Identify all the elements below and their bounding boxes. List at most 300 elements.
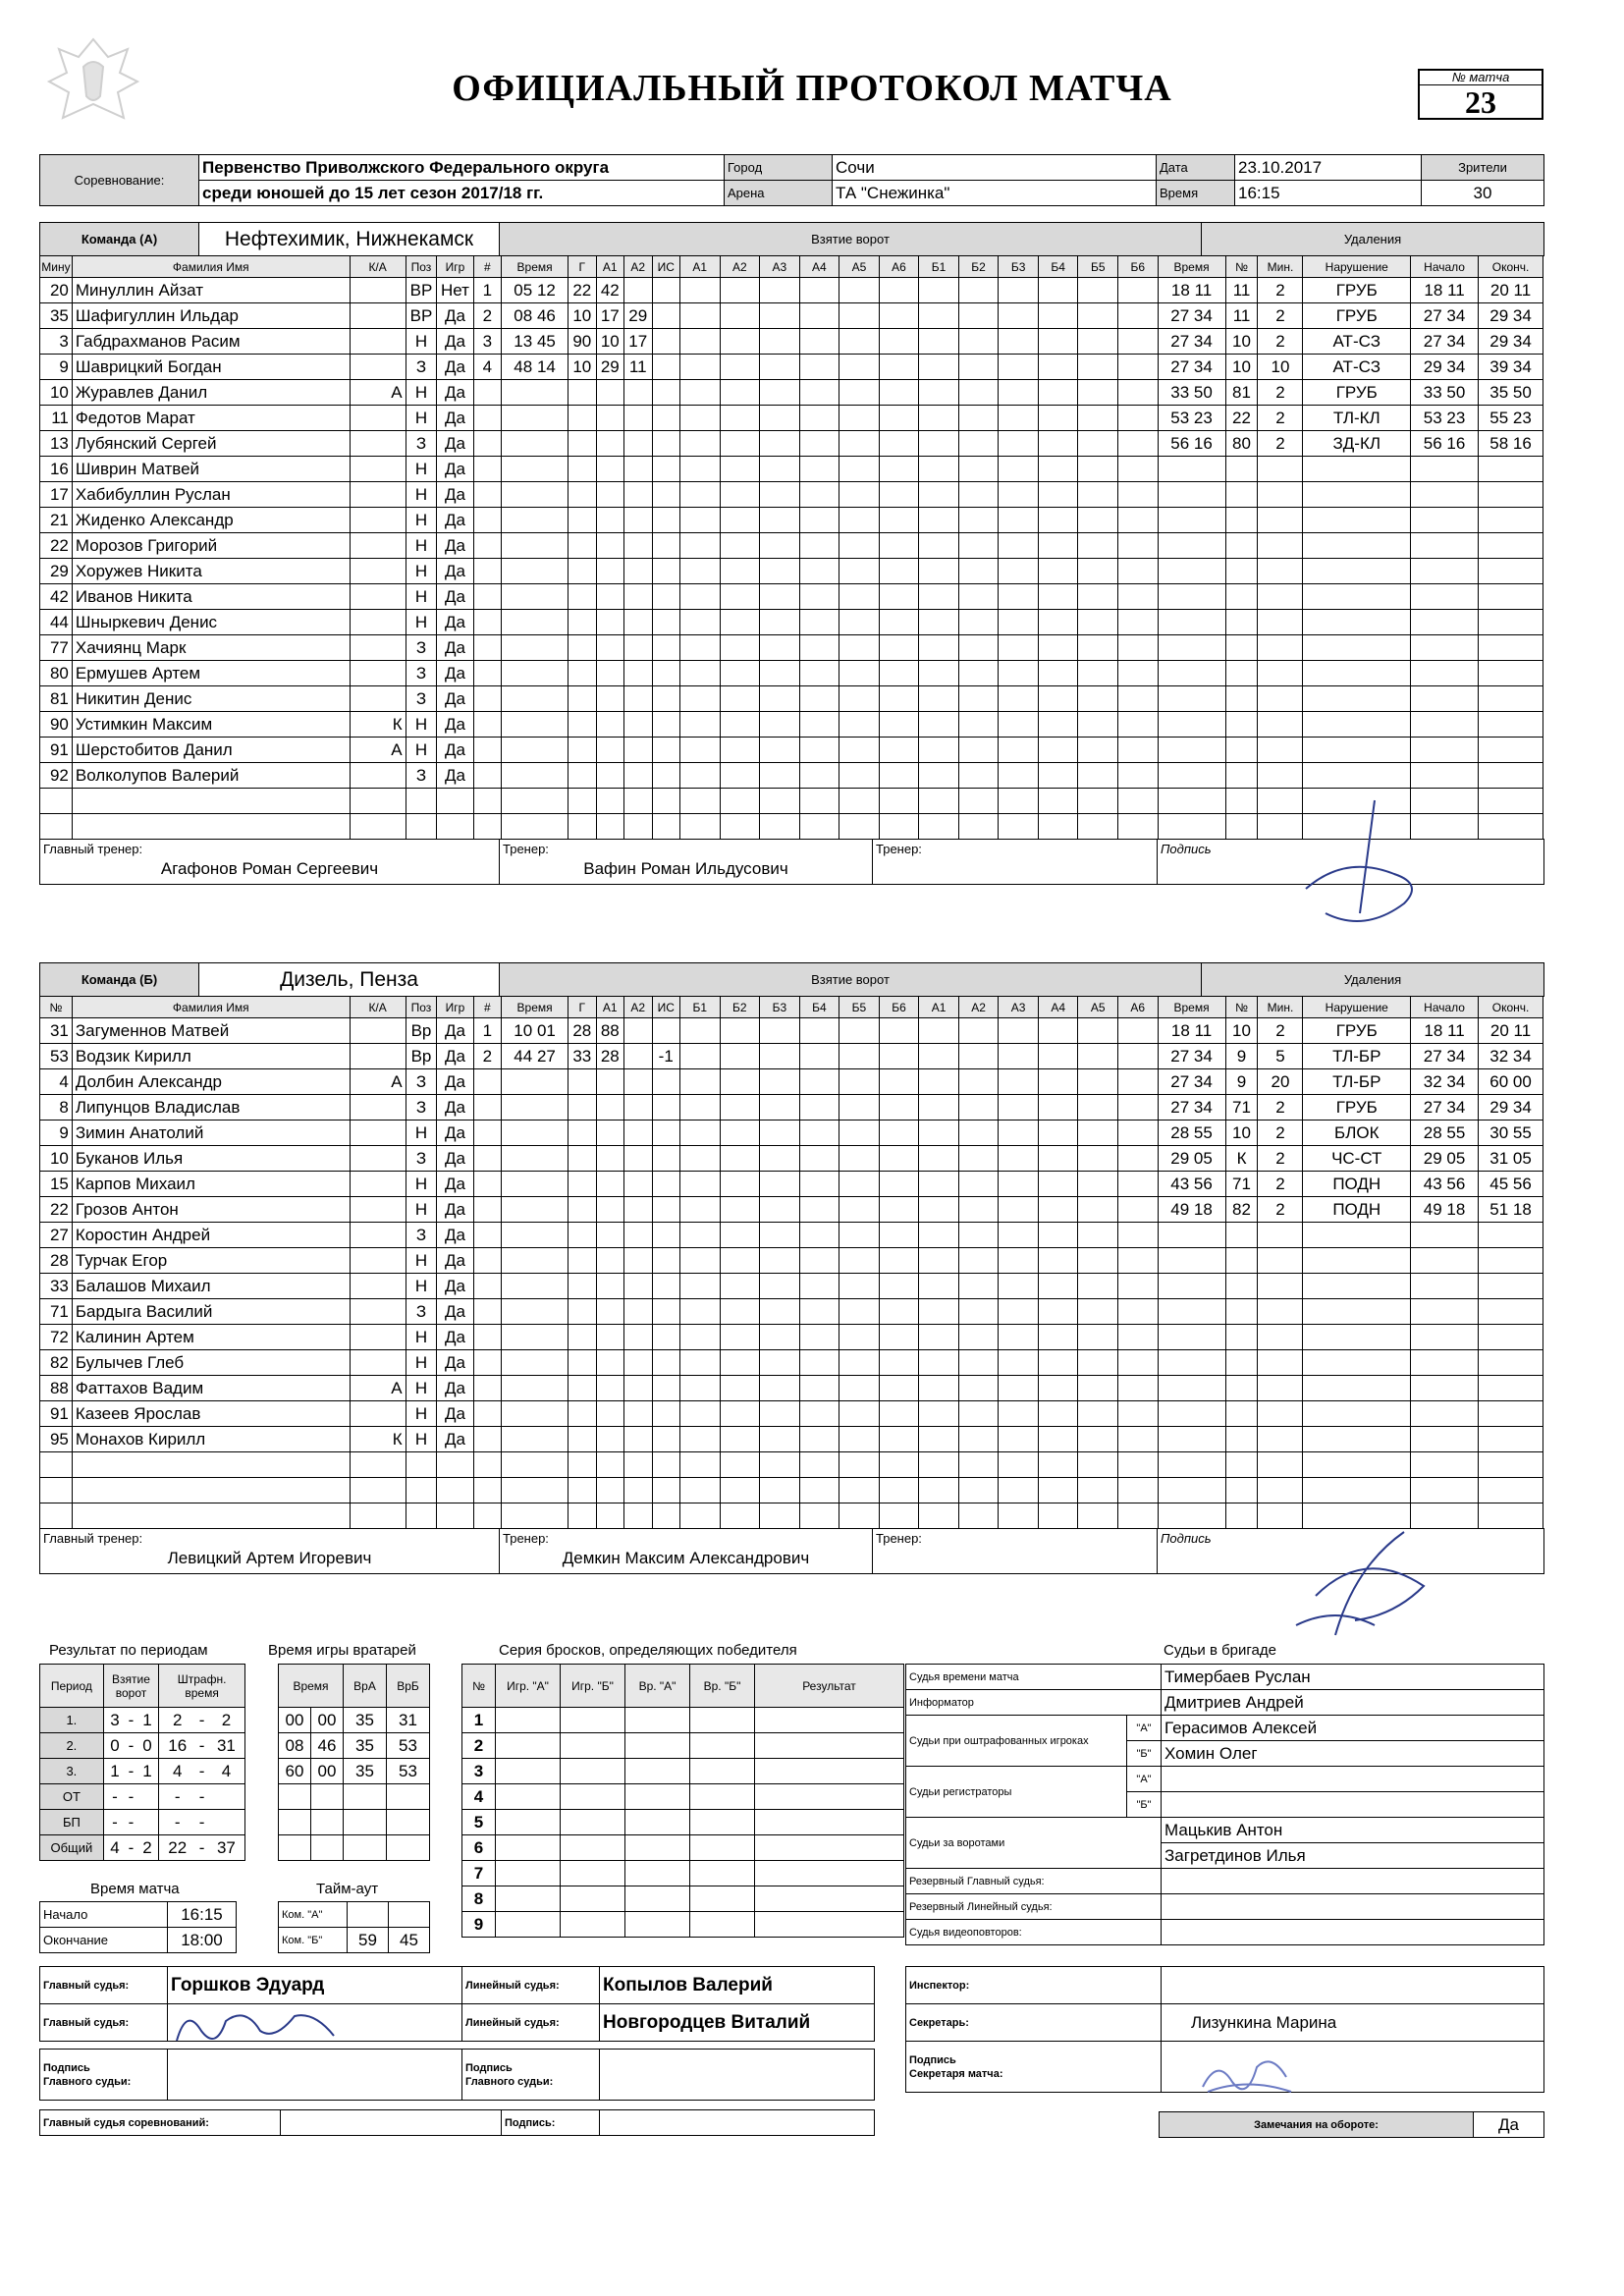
player-role [350, 1146, 406, 1172]
goal-assist1: 28 [596, 1044, 623, 1069]
reserve-line-label: Резервный Линейный судья: [906, 1894, 1162, 1920]
goal-time [502, 584, 568, 610]
goal-header: Б2 [720, 997, 760, 1018]
player-role [350, 686, 406, 712]
onice-cell [958, 1299, 999, 1325]
empty-cell [1158, 712, 1225, 738]
onice-cell [839, 1018, 880, 1044]
empty-cell [596, 482, 623, 508]
pen-end-sec: 23 [1512, 408, 1532, 427]
onice-cell [1078, 1172, 1118, 1197]
shootout-cell [625, 1912, 690, 1938]
onice-cell [720, 1452, 760, 1478]
player-role: А [350, 380, 406, 406]
player-row [40, 712, 1543, 738]
onice-cell [720, 1044, 760, 1069]
goal-assist2: 17 [624, 329, 652, 355]
goal-header: Г [568, 256, 596, 278]
player-name: Морозов Григорий [72, 533, 350, 559]
roster-header: Мину [40, 256, 73, 278]
empty-cell [596, 584, 623, 610]
player-played: Да [437, 1427, 473, 1452]
onice-cell [799, 1248, 839, 1274]
onice-cell [958, 1452, 999, 1478]
penalty-header: № [1225, 997, 1258, 1018]
empty-cell [624, 763, 652, 789]
empty-cell [437, 1452, 473, 1478]
pen-end-sec: 11 [1513, 280, 1532, 300]
onice-cell [720, 686, 760, 712]
empty-cell [1225, 789, 1258, 814]
empty-cell [624, 1299, 652, 1325]
player-number: 10 [40, 380, 73, 406]
goalie-row [279, 1810, 430, 1835]
empty-cell [406, 1478, 437, 1503]
player-name: Хоружев Никита [72, 559, 350, 584]
shootout-header: № [462, 1665, 496, 1708]
onice-cell [999, 1223, 1039, 1248]
goal-time [502, 1503, 568, 1529]
empty-cell [652, 1376, 679, 1401]
empty-cell [1479, 661, 1543, 686]
pim-b: 37 [208, 1835, 245, 1861]
goal-header: Время [502, 256, 568, 278]
onice-cell [919, 763, 959, 789]
onice-cell [1078, 1044, 1118, 1069]
empty-cell [1258, 610, 1303, 635]
onice-cell [1038, 584, 1078, 610]
onice-cell [999, 482, 1039, 508]
pen-end-sec: 34 [1512, 1046, 1532, 1066]
onice-cell [760, 1044, 800, 1069]
roster-header: Поз [406, 997, 437, 1018]
onice-cell [1078, 1299, 1118, 1325]
empty-cell [1303, 1376, 1411, 1401]
penalty-player: 10 [1225, 1018, 1258, 1044]
onice-cell [1118, 635, 1159, 661]
onice-cell [958, 380, 999, 406]
officials-table [905, 1664, 1544, 1945]
shootout-cell [625, 1784, 690, 1810]
onice-cell [879, 355, 919, 380]
empty-cell [596, 1427, 623, 1452]
player-row [40, 431, 1543, 457]
onice-cell [1038, 380, 1078, 406]
pen-min: 56 [1170, 433, 1190, 453]
onice-cell [760, 1299, 800, 1325]
onice-cell [999, 457, 1039, 482]
shootout-cell [496, 1708, 561, 1733]
onice-cell [999, 635, 1039, 661]
pen-min: 28 [1170, 1122, 1190, 1142]
onice-cell [1078, 355, 1118, 380]
empty-cell [596, 1452, 623, 1478]
onice-cell [958, 559, 999, 584]
shootout-cell [690, 1886, 755, 1912]
onice-cell [1118, 1248, 1159, 1274]
empty-cell [1479, 1350, 1543, 1376]
player-played: Да [437, 1401, 473, 1427]
empty-cell [473, 1172, 501, 1197]
player-number: 22 [40, 533, 73, 559]
pen-sec: 16 [1193, 433, 1213, 453]
pen-end-min: 58 [1489, 433, 1509, 453]
player-role [350, 457, 406, 482]
goal-assist1: 42 [596, 278, 623, 303]
player-position: Н [406, 406, 437, 431]
onice-cell [839, 1401, 880, 1427]
onice-cell [1038, 1325, 1078, 1350]
onice-cell [958, 610, 999, 635]
shootout-header: Вр. "А" [625, 1665, 690, 1708]
onice-cell [879, 712, 919, 738]
empty-cell [1258, 1401, 1303, 1427]
empty-cell [473, 1401, 501, 1427]
empty-cell [1258, 738, 1303, 763]
empty-cell [1303, 738, 1411, 763]
goal-situation [652, 1018, 679, 1044]
empty-cell [624, 457, 652, 482]
pen-min: 29 [1170, 1148, 1190, 1168]
player-role [350, 278, 406, 303]
empty-cell [1411, 457, 1479, 482]
empty-cell [473, 1274, 501, 1299]
onice-cell [1118, 533, 1159, 559]
penalty-infraction: ТЛ-КЛ [1303, 406, 1411, 431]
player-role [350, 661, 406, 686]
team-label: Команда (А) [40, 223, 199, 256]
player-number: 29 [40, 559, 73, 584]
player-row [40, 508, 1543, 533]
goal-time [502, 789, 568, 814]
player-role [350, 1401, 406, 1427]
video-judge-label: Судья видеоповторов: [906, 1920, 1162, 1945]
player-name: Устимкин Максим [72, 712, 350, 738]
pen-min: 27 [1170, 356, 1190, 376]
penalty-end [1479, 278, 1543, 303]
secretary-sig-label1: Подпись [909, 2053, 956, 2066]
shootout-header: Игр. "А" [496, 1665, 561, 1708]
onice-cell [919, 686, 959, 712]
onice-cell [879, 610, 919, 635]
empty-cell [473, 789, 501, 814]
onice-cell [679, 763, 720, 789]
goal-time [502, 738, 568, 763]
shootout-cell [755, 1784, 904, 1810]
goal-assist1: 10 [596, 329, 623, 355]
pen-end-sec: 34 [1512, 356, 1532, 376]
empty-cell [596, 1223, 623, 1248]
goal-header: Б6 [1118, 256, 1159, 278]
onice-cell [1038, 1503, 1078, 1529]
goals-title: Взятие ворот [500, 223, 1202, 256]
empty-cell [473, 406, 501, 431]
empty-cell [1258, 559, 1303, 584]
onice-cell [1078, 559, 1118, 584]
empty-cell [473, 584, 501, 610]
empty-cell [624, 1095, 652, 1121]
player-role [350, 1325, 406, 1350]
onice-cell [720, 303, 760, 329]
empty-cell [652, 610, 679, 635]
inspector-label: Инспектор: [906, 1967, 1162, 2004]
empty-cell [596, 712, 623, 738]
empty-cell [1158, 1299, 1225, 1325]
player-played: Да [437, 1121, 473, 1146]
coach-name: Вафин Роман Ильдусович [583, 859, 788, 878]
onice-cell [1078, 278, 1118, 303]
empty-cell [568, 1325, 596, 1350]
goal-time [502, 1121, 568, 1146]
onice-cell [720, 1350, 760, 1376]
referees-table [39, 1966, 875, 2042]
player-played: Да [437, 457, 473, 482]
shootout-cell [755, 1810, 904, 1835]
player-role [350, 1274, 406, 1299]
onice-cell [999, 278, 1039, 303]
goals-b: 1 [136, 1759, 159, 1784]
player-position: З [406, 1146, 437, 1172]
timekeeper-value: Тимербаев Руслан [1162, 1665, 1544, 1690]
onice-cell [1078, 1248, 1118, 1274]
player-name: Ермушев Артем [72, 661, 350, 686]
onice-cell [1078, 1146, 1118, 1172]
player-position: ВР [406, 278, 437, 303]
onice-cell [1078, 431, 1118, 457]
coach-label: Тренер: [503, 842, 549, 856]
empty-cell [350, 789, 406, 814]
pen-min: 43 [1170, 1174, 1190, 1193]
pen-start-sec: 18 [1446, 1199, 1466, 1219]
onice-cell [1078, 1452, 1118, 1478]
empty-cell [1411, 686, 1479, 712]
empty-cell [652, 814, 679, 840]
empty-cell [568, 457, 596, 482]
onice-cell [679, 559, 720, 584]
penalty-end [1479, 1044, 1543, 1069]
goal-scorer: 22 [568, 278, 596, 303]
pen-start-sec: 16 [1446, 433, 1466, 453]
goal-situation [652, 329, 679, 355]
onice-cell [919, 1401, 959, 1427]
onice-cell [1078, 814, 1118, 840]
period-name: ОТ [40, 1784, 104, 1810]
onice-cell [1038, 610, 1078, 635]
empty-cell [1258, 457, 1303, 482]
onice-cell [839, 584, 880, 610]
empty-cell [624, 610, 652, 635]
player-role: К [350, 1427, 406, 1452]
onice-cell [839, 1452, 880, 1478]
penalty-header: Начало [1411, 256, 1479, 278]
onice-cell [999, 1478, 1039, 1503]
penalty-a-tag: "А" [1127, 1716, 1162, 1741]
onice-cell [760, 1172, 800, 1197]
empty-cell [1479, 1376, 1543, 1401]
onice-cell [679, 1401, 720, 1427]
onice-cell [1038, 1095, 1078, 1121]
player-position: Н [406, 533, 437, 559]
onice-cell [839, 1069, 880, 1095]
player-played: Да [437, 508, 473, 533]
onice-cell [1038, 482, 1078, 508]
player-position: З [406, 431, 437, 457]
empty-cell [652, 1325, 679, 1350]
player-row [40, 1478, 1543, 1503]
penalty-minutes: 2 [1258, 1018, 1303, 1044]
shootout-number: 6 [462, 1835, 496, 1861]
onice-cell [958, 406, 999, 431]
goalie-b-header: ВрБ [387, 1665, 430, 1708]
penalty-infraction: АТ-СЗ [1303, 329, 1411, 355]
onice-cell [958, 1248, 999, 1274]
penalty-header: Начало [1411, 997, 1479, 1018]
onice-cell [999, 1018, 1039, 1044]
player-role [350, 610, 406, 635]
onice-cell [839, 763, 880, 789]
onice-cell [1038, 303, 1078, 329]
penalty-end [1479, 329, 1543, 355]
onice-cell [679, 303, 720, 329]
onice-cell [919, 482, 959, 508]
player-row [40, 1223, 1543, 1248]
onice-cell [839, 1350, 880, 1376]
penalty-time [1158, 1018, 1225, 1044]
onice-cell [799, 686, 839, 712]
onice-cell [720, 1121, 760, 1146]
empty-cell [1225, 1503, 1258, 1529]
onice-cell [879, 1427, 919, 1452]
empty-cell [596, 1503, 623, 1529]
empty-cell [1479, 1299, 1543, 1325]
goal-time [502, 355, 568, 380]
onice-cell [760, 1325, 800, 1350]
goals-a: 3 [103, 1708, 126, 1733]
empty-cell [624, 1452, 652, 1478]
onice-cell [720, 661, 760, 686]
player-row [40, 355, 1543, 380]
player-position: З [406, 355, 437, 380]
empty-cell [596, 763, 623, 789]
player-played: Да [437, 1376, 473, 1401]
pen-end-min: 45 [1489, 1174, 1509, 1193]
inspector-value [1162, 1967, 1544, 2004]
empty-cell [1411, 1401, 1479, 1427]
empty-cell [596, 1172, 623, 1197]
onice-cell [799, 1223, 839, 1248]
coach2-cell [873, 1529, 1158, 1574]
player-name: Жиденко Александр [72, 508, 350, 533]
pen-start-sec: 34 [1446, 331, 1466, 351]
onice-cell [1078, 763, 1118, 789]
onice-cell [720, 1401, 760, 1427]
penalties-title: Удаления [1202, 223, 1544, 256]
onice-cell [720, 814, 760, 840]
onice-cell [839, 355, 880, 380]
empty-cell [596, 789, 623, 814]
onice-cell [1038, 329, 1078, 355]
empty-cell [568, 1274, 596, 1299]
pen-end-min: 39 [1489, 356, 1509, 376]
player-name: Загуменнов Матвей [72, 1018, 350, 1044]
onice-cell [1118, 1503, 1159, 1529]
shootout-number: 9 [462, 1912, 496, 1938]
team-b-signature [1276, 1527, 1443, 1645]
empty-cell [1225, 610, 1258, 635]
goal-time [502, 686, 568, 712]
goal-header: А6 [879, 256, 919, 278]
pen-start-sec: 34 [1446, 1071, 1466, 1091]
empty-cell [1158, 1401, 1225, 1427]
onice-cell [839, 610, 880, 635]
penalties-title: Удаления [1202, 963, 1544, 997]
pen-end-sec: 18 [1512, 1199, 1532, 1219]
goal-assist2: 29 [624, 303, 652, 329]
empty-cell [1411, 1274, 1479, 1299]
goalie-change-sec [311, 1810, 344, 1835]
goalie-b [387, 1835, 430, 1861]
penalty-start [1411, 1146, 1479, 1172]
onice-cell [679, 610, 720, 635]
onice-cell [799, 1274, 839, 1299]
onice-cell [799, 1503, 839, 1529]
player-number: 33 [40, 1274, 73, 1299]
pen-start-min: 18 [1424, 1020, 1443, 1040]
shootout-cell [755, 1886, 904, 1912]
player-name: Габдрахманов Расим [72, 329, 350, 355]
sig-main-label-a2: Главного судьи: [43, 2075, 132, 2088]
empty-cell [1303, 1427, 1411, 1452]
goal-time [502, 431, 568, 457]
remarks-value: Да [1474, 2112, 1544, 2138]
onice-cell [839, 431, 880, 457]
penalty-player: К [1225, 1146, 1258, 1172]
onice-cell [679, 814, 720, 840]
empty-cell [568, 1172, 596, 1197]
penalty-judge-a: Герасимов Алексей [1162, 1716, 1544, 1741]
pen-sec: 56 [1193, 1174, 1213, 1193]
empty-cell [473, 635, 501, 661]
player-role [350, 559, 406, 584]
onice-cell [879, 763, 919, 789]
penalty-player: 80 [1225, 431, 1258, 457]
penalty-infraction: ГРУБ [1303, 278, 1411, 303]
player-played: Да [437, 738, 473, 763]
pen-sec: 34 [1193, 1097, 1213, 1117]
onice-cell [1118, 380, 1159, 406]
onice-cell [799, 406, 839, 431]
player-played: Да [437, 661, 473, 686]
onice-cell [1118, 763, 1159, 789]
penalty-time [1158, 303, 1225, 329]
player-role: А [350, 738, 406, 763]
empty-cell [1258, 661, 1303, 686]
goal-min: 05 [514, 280, 533, 300]
empty-cell [624, 661, 652, 686]
onice-cell [760, 1248, 800, 1274]
goal-header: Б4 [1038, 256, 1078, 278]
goal-sec: 01 [536, 1020, 556, 1040]
shootout-cell [690, 1835, 755, 1861]
onice-cell [919, 1478, 959, 1503]
registrar-a [1162, 1767, 1544, 1792]
empty-cell [1225, 1274, 1258, 1299]
onice-cell [999, 789, 1039, 814]
spectators-label: Зрители [1422, 155, 1544, 181]
player-role [350, 1299, 406, 1325]
player-name: Казеев Ярослав [72, 1401, 350, 1427]
onice-cell [919, 1452, 959, 1478]
